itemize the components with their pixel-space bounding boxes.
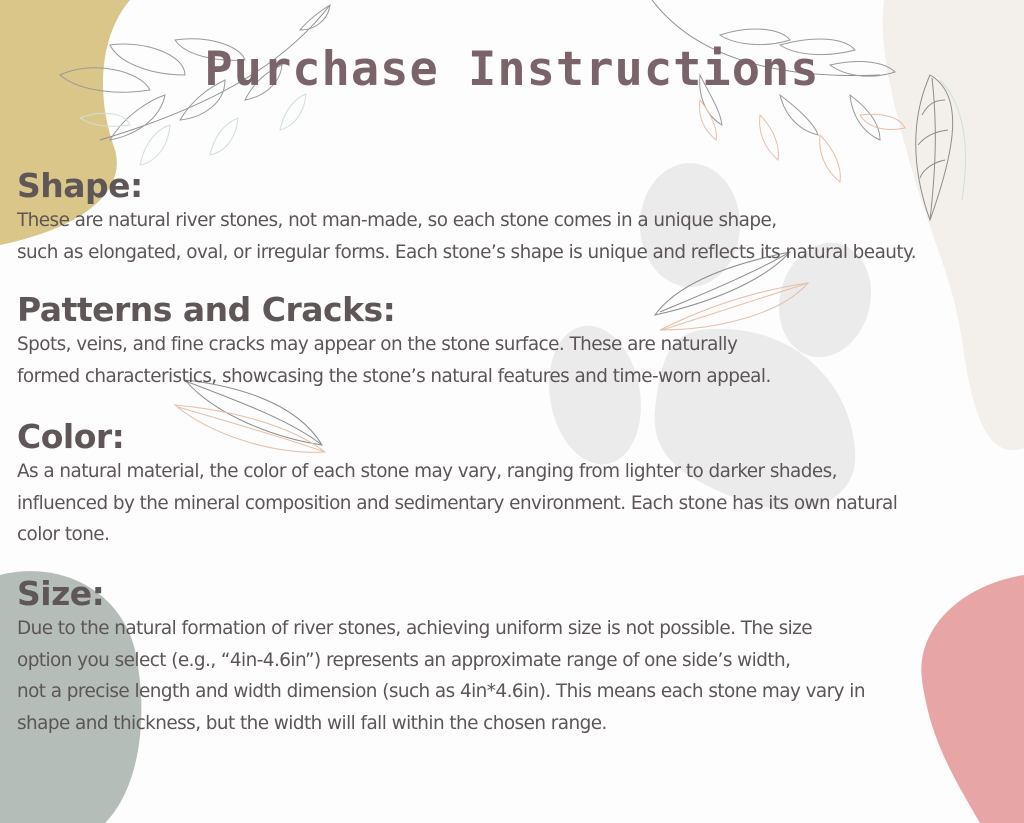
section-text-line: As a natural material, the color of each stone may vary, ranging from lighter to darker shades, xyxy=(17,461,837,482)
section-heading: Color: xyxy=(17,417,125,456)
rose-blob xyxy=(921,575,1024,823)
section-heading: Patterns and Cracks: xyxy=(17,290,396,329)
section-heading: Size: xyxy=(17,574,105,613)
page-title: Purchase Instructions xyxy=(204,42,820,97)
section-text-line: These are natural river stones, not man-made, so each stone comes in a unique shape, xyxy=(17,210,777,231)
section-text-line: shape and thickness, but the width will fall within the chosen range. xyxy=(17,712,607,734)
color-section xyxy=(17,418,897,551)
shape-section xyxy=(17,167,916,268)
section-text-line: such as elongated, oval, or irregular forms. Each stone’s shape is unique and reflects its natural beauty. xyxy=(17,241,917,263)
section-text-line: not a precise length and width dimension (such as 4in*4.6in). This means each stone may vary in xyxy=(17,681,865,702)
section-text-line: formed characteristics, showcasing the stone’s natural features and time-worn appeal. xyxy=(17,365,771,387)
patterns-section xyxy=(17,291,771,392)
size-section xyxy=(17,575,865,739)
section-text-line: color tone. xyxy=(17,524,110,545)
section-heading: Shape: xyxy=(17,166,143,205)
section-text-line: option you select (e.g., “4in-4.6in”) represents an approximate range of one side’s width, xyxy=(17,649,791,671)
section-text-line: Spots, veins, and fine cracks may appear on the stone surface. These are naturally xyxy=(17,334,738,355)
section-text-line: Due to the natural formation of river stones, achieving uniform size is not possible. The size xyxy=(17,618,813,639)
section-text-line: influenced by the mineral composition and sedimentary environment. Each stone has its own natural xyxy=(17,492,898,514)
